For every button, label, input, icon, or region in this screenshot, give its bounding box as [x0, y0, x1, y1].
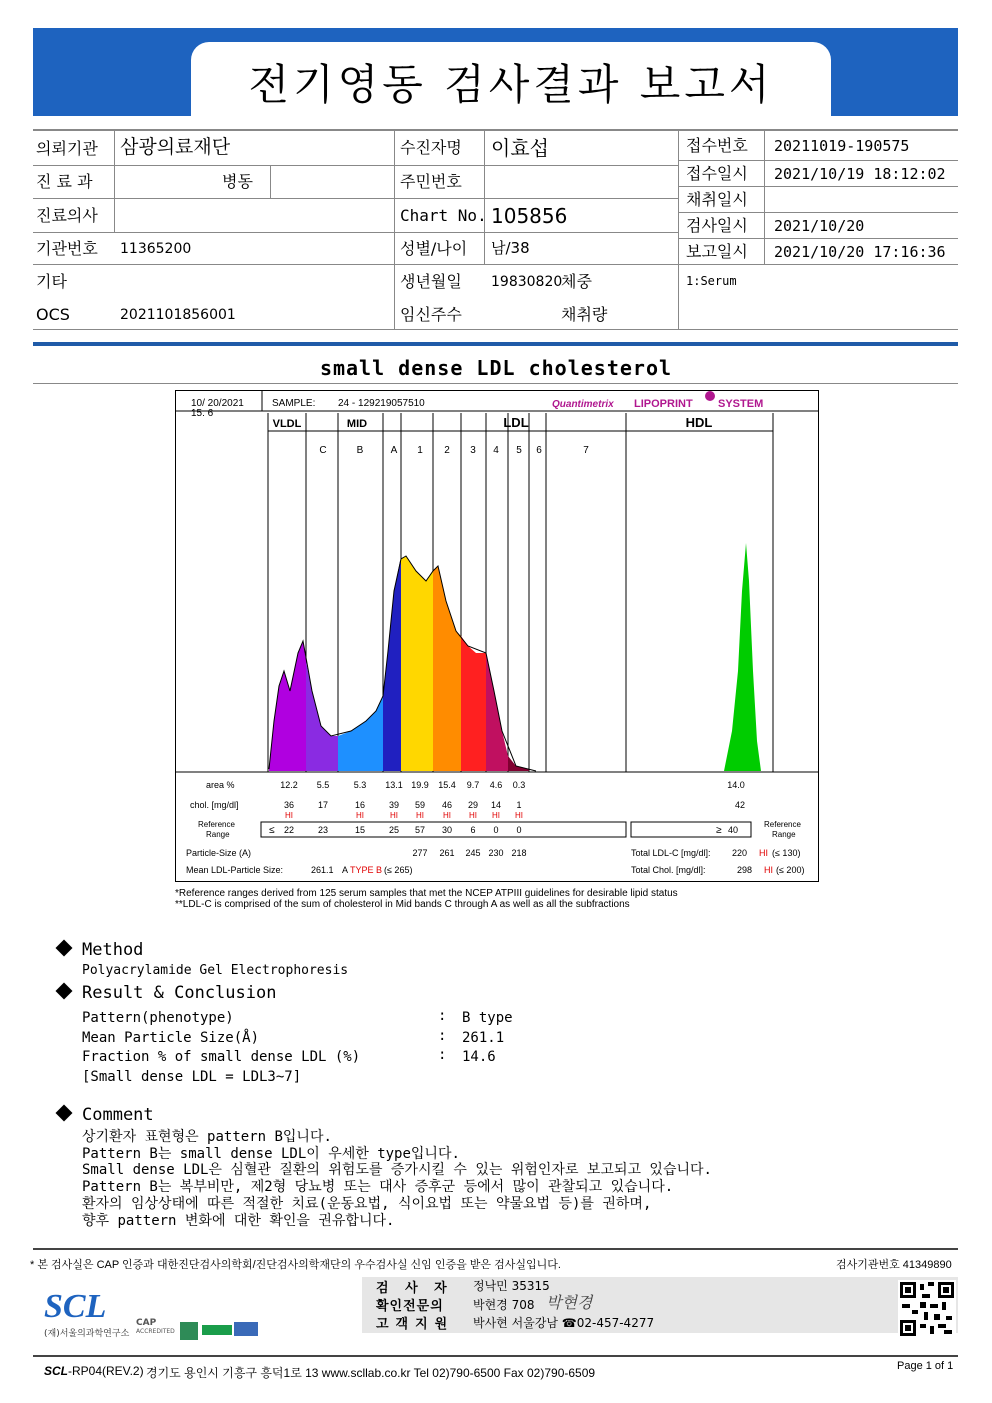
method-text: Polyacrylamide Gel Electrophoresis	[82, 963, 349, 978]
hi-flag: HI	[390, 811, 398, 820]
ref-value-hdl: 40	[728, 825, 739, 835]
chol-value-hdl: 42	[734, 800, 746, 810]
total-ldl-ref: (≤ 130)	[772, 848, 801, 858]
mean-range: (≤ 265)	[384, 865, 413, 875]
patient-label: 수진자명	[400, 138, 462, 157]
divider	[33, 1248, 958, 1250]
section-title: small dense LDL cholesterol	[319, 356, 673, 380]
hdl-area	[724, 543, 761, 771]
title-plate	[191, 42, 831, 116]
collect-label: 채취일시	[686, 190, 748, 209]
divider	[33, 1355, 958, 1357]
result-key: Fraction % of small dense LDL (%)	[82, 1049, 361, 1065]
result-note: [Small dense LDL = LDL3~7]	[82, 1069, 302, 1085]
lipoprint-chart	[175, 390, 819, 882]
chol-value: 29	[467, 800, 479, 810]
size-value: 230	[488, 848, 504, 858]
report-date-value: 2021/10/20 17:16:36	[774, 243, 946, 261]
system-name-b: SYSTEM	[718, 398, 764, 410]
area-value-hdl: 14.0	[727, 780, 745, 790]
accreditation-icon	[234, 1322, 258, 1336]
total-ldl-value: 220	[732, 848, 748, 858]
rrn-label: 주민번호	[400, 172, 462, 191]
institution-label: 의뢰기관	[36, 139, 98, 158]
note-reference: *Reference ranges derived from 125 serum samples that met the NCEP ATPIII guidelines for desirable lipid status	[175, 888, 678, 899]
etc-label: 기타	[36, 272, 67, 291]
area-value: 13.1	[385, 780, 403, 790]
area-value: 5.3	[353, 780, 367, 790]
weight-label: 체중	[561, 272, 592, 291]
note-ldl: **LDL-C is comprised of the sum of cholesterol in Mid bands C through A as well as all the subfractions	[175, 899, 630, 910]
result-heading: Result & Conclusion	[58, 983, 276, 1003]
chol-value: 46	[441, 800, 453, 810]
ref-value: 57	[414, 825, 426, 835]
ref-symbol-hdl: ≥	[716, 825, 722, 836]
ocs-label: OCS	[36, 305, 70, 324]
ref-value: 0	[516, 825, 522, 835]
mean-label: Mean LDL-Particle Size:	[186, 865, 284, 875]
band-label: 1	[417, 445, 423, 456]
area-value: 5.5	[316, 780, 330, 790]
chart-time: 15: 6	[191, 408, 214, 419]
area-value: 9.7	[466, 780, 480, 790]
chol-value: 1	[516, 800, 522, 810]
scl-logo: SCL (재)서울의과학연구소	[44, 1288, 130, 1339]
ref-value: 22	[283, 825, 295, 835]
ref-label-hdl: Range	[772, 830, 796, 839]
result-sep: :	[438, 1028, 447, 1044]
group-label: LDL	[503, 415, 529, 430]
hi-flag: HI	[492, 811, 500, 820]
total-chol-ref: (≤ 200)	[776, 865, 805, 875]
mean-value: 261.1	[311, 865, 334, 875]
form-code: SCL-RP04(REV.2)	[44, 1364, 144, 1378]
band-label: 5	[516, 445, 522, 456]
fraction-area	[433, 566, 461, 771]
patient-value: 이효섭	[491, 136, 549, 160]
chart-no-value: 105856	[491, 204, 568, 228]
comment-heading: Comment	[58, 1105, 154, 1125]
size-value: 261	[439, 848, 455, 858]
receipt-date-value: 2021/10/19 18:12:02	[774, 165, 946, 183]
inst-code: 검사기관번호 41349890	[836, 1259, 952, 1271]
report-label: 보고일시	[686, 242, 748, 261]
chol-label: chol. [mg/dl]	[190, 800, 239, 810]
fraction-area	[269, 641, 306, 771]
band-label: 6	[536, 445, 542, 456]
band-label: C	[319, 445, 327, 456]
system-name-a: LIPOPRINT	[634, 398, 693, 410]
comment-line: Pattern B는 복부비만, 제2형 당뇨병 또는 대사 증후군 등에서 많이 관찰되고 있습니다.	[82, 1179, 674, 1195]
band-label: A	[390, 445, 398, 456]
area-value: 4.6	[489, 780, 503, 790]
band-label: 7	[583, 445, 589, 456]
size-label: Particle-Size (A)	[186, 848, 252, 858]
dept-label: 진 료 과	[36, 172, 93, 191]
sample-id: 24 - 129219057510	[338, 398, 425, 409]
chol-value: 39	[388, 800, 400, 810]
comment-line: Small dense LDL은 심혈관 질환의 위험도를 증가시킬 수 있는 위험인자로 보고되고 있습니다.	[82, 1162, 712, 1178]
result-value: 14.6	[462, 1049, 496, 1065]
area-value: 0.3	[512, 780, 526, 790]
total-ldl-label: Total LDL-C [mg/dl]:	[631, 848, 711, 858]
chol-value: 59	[414, 800, 426, 810]
fraction-area	[401, 556, 433, 771]
hi-flag: HI	[443, 811, 451, 820]
sex-age-value: 남/38	[491, 239, 530, 257]
comment-line: 환자의 임상상태에 따른 적절한 치료(운동요법, 식이요법 또는 약물요법 등)를 권하며,	[82, 1196, 652, 1212]
pregnancy-label: 임신주수	[400, 305, 462, 324]
ref-label: Range	[206, 830, 230, 839]
ocs-value: 2021101856001	[120, 307, 236, 323]
area-value: 15.4	[438, 780, 456, 790]
comment-line: 상기환자 표현형은 pattern B입니다.	[82, 1129, 332, 1145]
sample-label: SAMPLE:	[272, 398, 316, 409]
band-label: 2	[444, 445, 450, 456]
ref-label-hdl: Reference	[764, 820, 801, 829]
receipt-date-label: 접수일시	[686, 164, 748, 183]
bullet-icon	[56, 940, 73, 957]
ref-label: Reference	[198, 820, 235, 829]
tester-value: 정낙민 35315	[473, 1279, 550, 1293]
receipt-label: 접수번호	[686, 136, 748, 155]
result-value: 261.1	[462, 1030, 505, 1046]
support-value: 박사현 서울강남 ☎02-457-4277	[473, 1316, 655, 1330]
group-label: VLDL	[272, 418, 302, 430]
page-number: Page 1 of 1	[897, 1360, 954, 1372]
hi-flag: HI	[285, 811, 293, 820]
divider	[33, 342, 958, 346]
dob-value: 19830820	[491, 274, 563, 290]
comment-line: 향후 pattern 변화에 대한 확인을 권유합니다.	[82, 1213, 395, 1229]
result-sep: :	[438, 1008, 447, 1024]
chol-value: 36	[283, 800, 295, 810]
fraction-area	[306, 661, 338, 771]
dob-label: 생년월일	[400, 272, 462, 291]
divider	[33, 383, 958, 384]
area-value: 12.2	[280, 780, 298, 790]
bullet-icon	[56, 983, 73, 1000]
ref-value: 15	[354, 825, 366, 835]
method-heading: Method	[58, 940, 143, 960]
chart-canvas	[176, 391, 818, 881]
ref-symbol: ≤	[269, 825, 275, 836]
support-label: 고객지원	[376, 1317, 455, 1332]
hi-flag: HI	[764, 865, 773, 875]
area-label: area %	[206, 780, 235, 790]
ref-value: 25	[388, 825, 400, 835]
receipt-value: 20211019-190575	[774, 137, 910, 155]
chart-no-label: Chart No.	[400, 206, 487, 225]
report-title: 전기영동 검사결과 보고서	[248, 60, 774, 109]
size-value: 277	[412, 848, 428, 858]
ref-value: 23	[317, 825, 329, 835]
accreditation-icon	[202, 1325, 232, 1335]
mean-type-a: A	[342, 865, 349, 875]
size-value: 245	[465, 848, 481, 858]
chol-value: 16	[354, 800, 366, 810]
fraction-area	[338, 696, 383, 771]
cert-text: * 본 검사실은 CAP 인증과 대한진단검사의학회/진단검사의학재단의 우수검사실 신임 인증을 받은 검사실입니다.	[30, 1259, 561, 1271]
specimen-value: 1:Serum	[686, 274, 737, 288]
confirm-value: 박현경 708	[473, 1298, 535, 1312]
volume-label: 채취량	[561, 305, 608, 324]
total-chol-label: Total Chol. [mg/dl]:	[631, 865, 706, 875]
bullet-icon	[56, 1105, 73, 1122]
area-value: 19.9	[411, 780, 429, 790]
hi-flag: HI	[356, 811, 364, 820]
address: 경기도 용인시 기흥구 흥덕1로 13 www.scllab.co.kr Tel 02)790-6500 Fax 02)790-6509	[146, 1366, 596, 1380]
test-date-value: 2021/10/20	[774, 217, 865, 235]
hi-flag: HI	[416, 811, 424, 820]
sex-age-label: 성별/나이	[400, 239, 468, 258]
size-value: 218	[511, 848, 527, 858]
dept-value: 병동	[222, 172, 253, 191]
band-label: 3	[470, 445, 476, 456]
chart-date: 10/ 20/2021	[191, 398, 244, 409]
cap-logo: CAP ACCREDITED	[136, 1318, 175, 1335]
inst-no-label: 기관번호	[36, 239, 98, 258]
confirm-label: 확인전문의	[376, 1299, 444, 1314]
result-key: Mean Particle Size(Å)	[82, 1030, 260, 1046]
test-label: 검사일시	[686, 216, 748, 235]
band-label: 4	[493, 445, 499, 456]
title-banner	[33, 28, 958, 116]
ref-value: 6	[470, 825, 476, 835]
accreditation-icon	[180, 1322, 198, 1340]
result-key: Pattern(phenotype)	[82, 1010, 234, 1026]
lipoprint-mark-icon	[705, 391, 715, 401]
inst-no-value: 11365200	[120, 241, 192, 257]
hi-flag: HI	[469, 811, 477, 820]
ref-value: 0	[493, 825, 499, 835]
hi-flag: HI	[515, 811, 523, 820]
signature: 박현경	[546, 1293, 593, 1312]
result-sep: :	[438, 1047, 447, 1063]
brand-name: Quantimetrix	[552, 399, 614, 410]
total-chol-value: 298	[737, 865, 753, 875]
chol-value: 14	[490, 800, 502, 810]
fraction-area	[383, 559, 401, 771]
doctor-label: 진료의사	[36, 206, 98, 225]
group-label: MID	[346, 418, 368, 430]
mean-type-b: TYPE B	[350, 865, 383, 875]
tester-label: 검 사 자	[376, 1281, 453, 1296]
chol-value: 17	[317, 800, 329, 810]
band-label: B	[356, 445, 364, 456]
ref-value: 30	[441, 825, 453, 835]
group-label: HDL	[685, 415, 713, 430]
fraction-area	[461, 636, 486, 771]
qr-code	[898, 1280, 956, 1338]
institution-value: 삼광의료재단	[120, 136, 231, 158]
result-value: B type	[462, 1010, 513, 1026]
hi-flag: HI	[759, 848, 768, 858]
comment-line: Pattern B는 small dense LDL이 우세한 type입니다.	[82, 1146, 460, 1162]
